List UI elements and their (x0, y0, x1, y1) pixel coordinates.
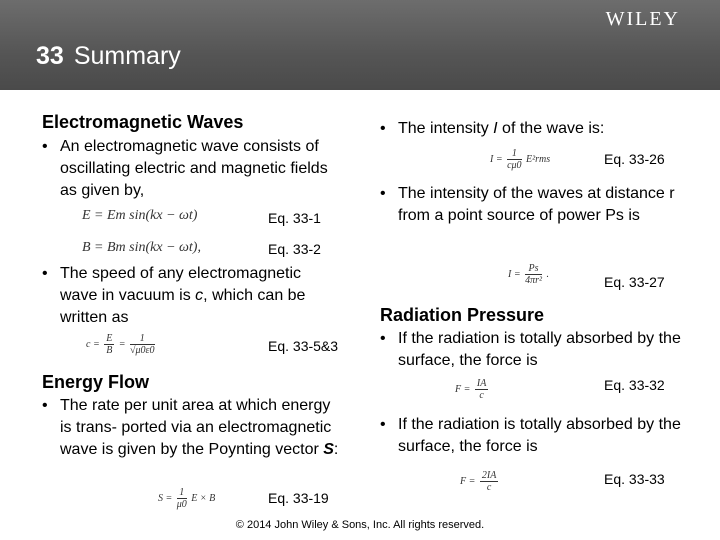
eq-33-33-label: Eq. 33-33 (604, 471, 665, 487)
intensity-bullet (380, 118, 700, 140)
eq-33-26-label: Eq. 33-26 (604, 151, 665, 167)
intensity-text: The intensity I of the wave is: (398, 120, 605, 137)
eq-33-32-formula: F = $\frac{IA}{c}$ (455, 378, 487, 401)
eq-33-19-label: Eq. 33-19 (268, 490, 329, 506)
radiation-pressure-heading: Radiation Pressure (380, 305, 545, 325)
absorbed-text-2: If the radiation is totally absorbed by the surface, the force is (398, 416, 681, 455)
slide-title (36, 42, 181, 71)
energy-text: The rate per unit area at which energy is trans- ported via an electromagnetic wave is given by the Poynting vector S: (60, 397, 339, 458)
energy-bullet (42, 395, 342, 461)
em-waves-heading: Electromagnetic Waves (42, 112, 244, 132)
bullet-dot: • (380, 330, 386, 347)
eq-33-32-label: Eq. 33-32 (604, 377, 665, 393)
energy-flow-heading: Energy Flow (42, 372, 150, 392)
eq-33-27-formula: I = $\frac{Ps}{\text{4πr²}}$ . (508, 263, 549, 286)
em-wave-bullet (42, 136, 337, 202)
title-text: Summary (73, 42, 181, 70)
bullet-dot: • (42, 265, 48, 282)
point-source-bullet (380, 183, 680, 227)
eq-33-33-formula: F = $\frac{2IA}{c}$ (460, 470, 497, 493)
bullet-dot: • (380, 120, 386, 137)
chapter-number: 33 (36, 42, 64, 70)
eq-33-1-formula: E = Em sin(kx − ωt) (82, 208, 198, 223)
bullet-dot: • (380, 416, 386, 433)
wiley-logo: WILEY (605, 8, 680, 30)
eq-33-1-label: Eq. 33-1 (268, 210, 321, 226)
eq-33-19-formula: S = $\frac{1}{\mu 0}$ E × B (158, 487, 216, 510)
point-source-text: The intensity of the waves at distance r from a point source of power Ps is (398, 185, 675, 224)
absorbed-bullet-1 (380, 328, 700, 372)
speed-text: The speed of any electromagnetic wave in vacuum is c, which can be written as (60, 265, 306, 326)
eq-33-2-label: Eq. 33-2 (268, 241, 321, 257)
absorbed-text-1: If the radiation is totally absorbed by the surface, the force is (398, 330, 681, 369)
eq-33-27-label: Eq. 33-27 (604, 274, 665, 290)
eq-33-26-formula: I = $\frac{1}{c\mu 0}$ E²rms (490, 148, 551, 171)
eq-33-5-label: Eq. 33-5&3 (268, 338, 339, 354)
eq-33-5-formula: c = $\frac{E}{B}$ = $\frac{1}{√\mu 0\varepsilon 0}$ (86, 333, 155, 356)
bullet-dot: • (380, 185, 386, 202)
speed-bullet (42, 263, 342, 329)
bullet-dot: • (42, 138, 48, 155)
header-bar (0, 0, 720, 90)
copyright-footer: © 2014 John Wiley & Sons, Inc. All rights reserved. (235, 519, 485, 531)
em-wave-text: An electromagnetic wave consists of oscillating electric and magnetic fields as given by, (60, 138, 328, 199)
bullet-dot: • (42, 397, 48, 414)
eq-33-2-formula: B = Bm sin(kx − ωt), (82, 240, 201, 255)
absorbed-bullet-2 (380, 414, 700, 458)
